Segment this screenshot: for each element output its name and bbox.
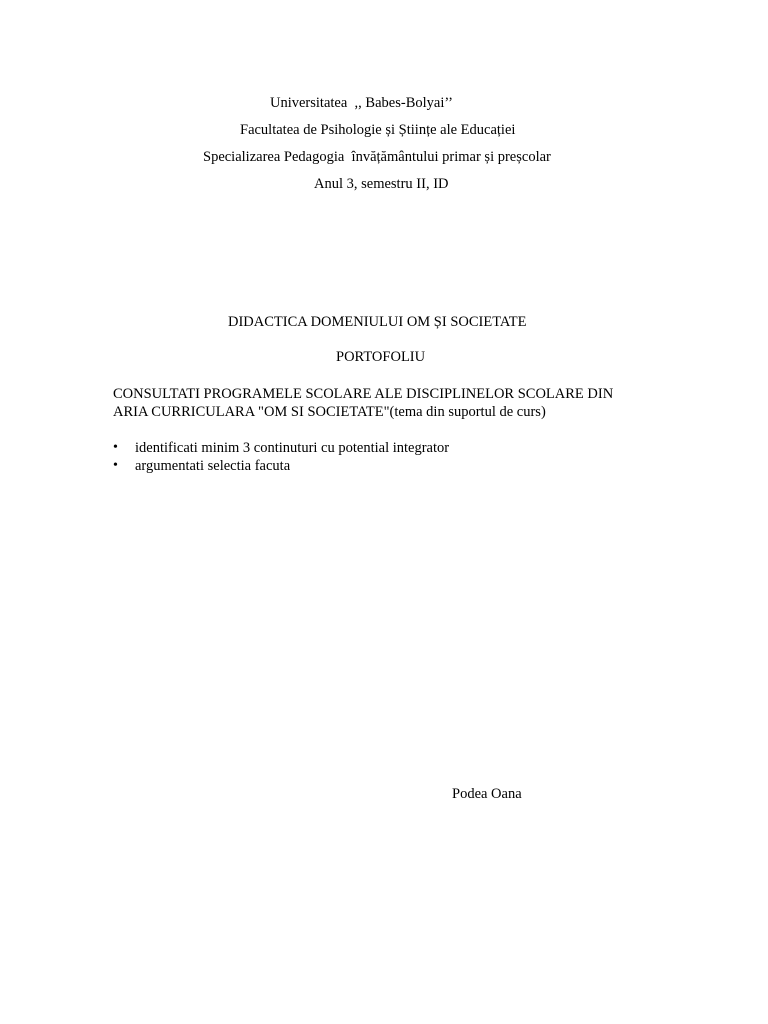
specialization-name: Specializarea Pedagogia învățământului primar și preșcolar xyxy=(203,149,551,165)
document-type: PORTOFOLIU xyxy=(336,349,426,365)
list-item-text: identificati minim 3 continuturi cu potential integrator xyxy=(135,440,450,456)
list-item xyxy=(113,457,291,529)
list-item-text: argumentati selectia facuta xyxy=(135,458,291,474)
university-name: Universitatea ,, Babes-Bolyai’’ xyxy=(270,95,453,111)
bullet-icon: • xyxy=(113,458,118,473)
author-name: Podea Oana xyxy=(452,786,522,802)
faculty-name: Facultatea de Psihologie și Științe ale Educației xyxy=(240,122,516,138)
bullet-icon: • xyxy=(113,440,118,455)
course-title: DIDACTICA DOMENIULUI OM ȘI SOCIETATE xyxy=(228,314,527,330)
task-line-2: ARIA CURRICULARA "OM SI SOCIETATE"(tema din suportul de curs) xyxy=(113,404,546,420)
task-line-1: CONSULTATI PROGRAMELE SCOLARE ALE DISCIPLINELOR SCOLARE DIN xyxy=(113,386,614,402)
study-year: Anul 3, semestru II, ID xyxy=(314,176,449,192)
